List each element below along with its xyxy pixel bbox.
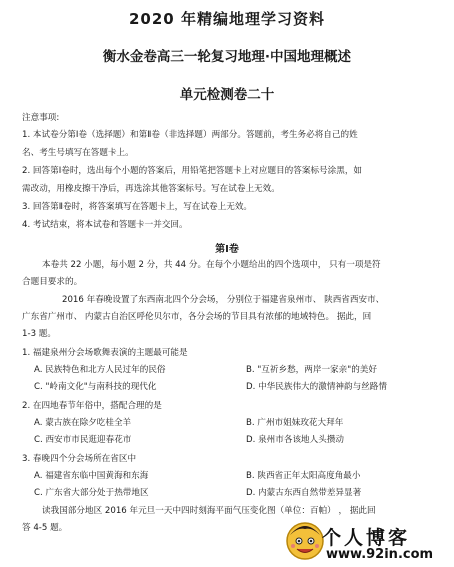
notice-item: 3. 回答第Ⅱ卷时，将答案填写在答题卡上，写在试卷上无效。 <box>22 202 253 212</box>
option-a: A. 蒙古族在除夕吃桂全羊 <box>34 418 132 428</box>
passage-text: 1-3 题。 <box>22 329 56 339</box>
option-d: D. 泉州市各该地人头攒动 <box>246 435 345 445</box>
watermark <box>322 525 452 561</box>
option-b: B. "互祈乡愁，两岸一家亲"的美好 <box>246 365 377 375</box>
option-c: C. 西安市市民逛迎春花市 <box>34 435 132 445</box>
section-intro: 本卷共 22 小题，每小题 2 分，共 44 分。在每个小题给出的四个选项中， 只有一项是符 <box>42 260 381 270</box>
question-stem: 3. 春晚四个分会场所在省区中 <box>22 454 137 464</box>
option-c: C. 广东省大部分处于热带地区 <box>34 488 149 498</box>
notice-item: 名、考生号填写在答题卡上。 <box>22 148 134 158</box>
section-intro: 合题目要求的。 <box>22 277 83 287</box>
document-title: 2020 年精编地理学习资料 <box>129 10 325 28</box>
option-b: B. 陕西省正年太阳高度角最小 <box>246 471 361 481</box>
notice-item: 4. 考试结束，将本试卷和答题卡一并交回。 <box>22 220 188 230</box>
passage-text: 答 4-5 题。 <box>22 523 68 533</box>
question-stem: 1. 福建泉州分会场歌舞表演的主题最可能是 <box>22 348 188 358</box>
passage-text: 广东省广州市、 内蒙古自治区呼伦贝尔市，各分会场的节目具有浓郁的地域特色。 据此，回 <box>22 312 372 322</box>
passage-text: 读我国部分地区 2016 年元旦一天中四时刻海平面气压变化图（单位：百帕） ， 据此回 <box>42 506 376 516</box>
watermark-url: www.92in.com <box>326 547 434 562</box>
document-subtitle: 衡水金卷高三一轮复习地理·中国地理概述 <box>102 49 352 65</box>
option-b: B. 广州市姐妹玫花大拜年 <box>246 418 344 428</box>
notice-item: 2. 回答第Ⅰ卷时，选出每个小题的答案后，用铅笔把答题卡上对应题目的答案标号涂黑，如 <box>22 166 363 176</box>
unit-title: 单元检测卷二十 <box>179 87 275 103</box>
question-stem: 2. 在四地春节年俗中，搭配合理的是 <box>22 401 162 411</box>
notice-item: 需改动，用橡皮擦干净后，再选涂其他答案标号。写在试卷上无效。 <box>22 184 280 194</box>
watermark-text: 个人博客 <box>322 527 411 549</box>
option-d: D. 内蒙古东西自然带差异显著 <box>246 488 362 498</box>
notice-item: 1. 本试卷分第Ⅰ卷（选择题）和第Ⅱ卷（非选择题）两部分。答题前，考生务必将自己的姓 <box>22 130 358 140</box>
option-d: D. 中华民族伟大的激情神韵与丝路情 <box>246 382 387 392</box>
passage-text: 2016 年春晚设置了东西南北四个分会场， 分别位于福建省泉州市、 陕西省西安市、 <box>62 295 385 305</box>
option-a: A. 民族特色和北方人民过年的民俗 <box>34 365 166 375</box>
section-title: 第Ⅰ卷 <box>215 244 239 255</box>
notice-heading: 注意事项: <box>22 113 60 123</box>
option-a: A. 福建省东临中国黄海和东海 <box>34 471 149 481</box>
option-c: C. "岭南文化"与南科技的现代化 <box>34 382 157 392</box>
